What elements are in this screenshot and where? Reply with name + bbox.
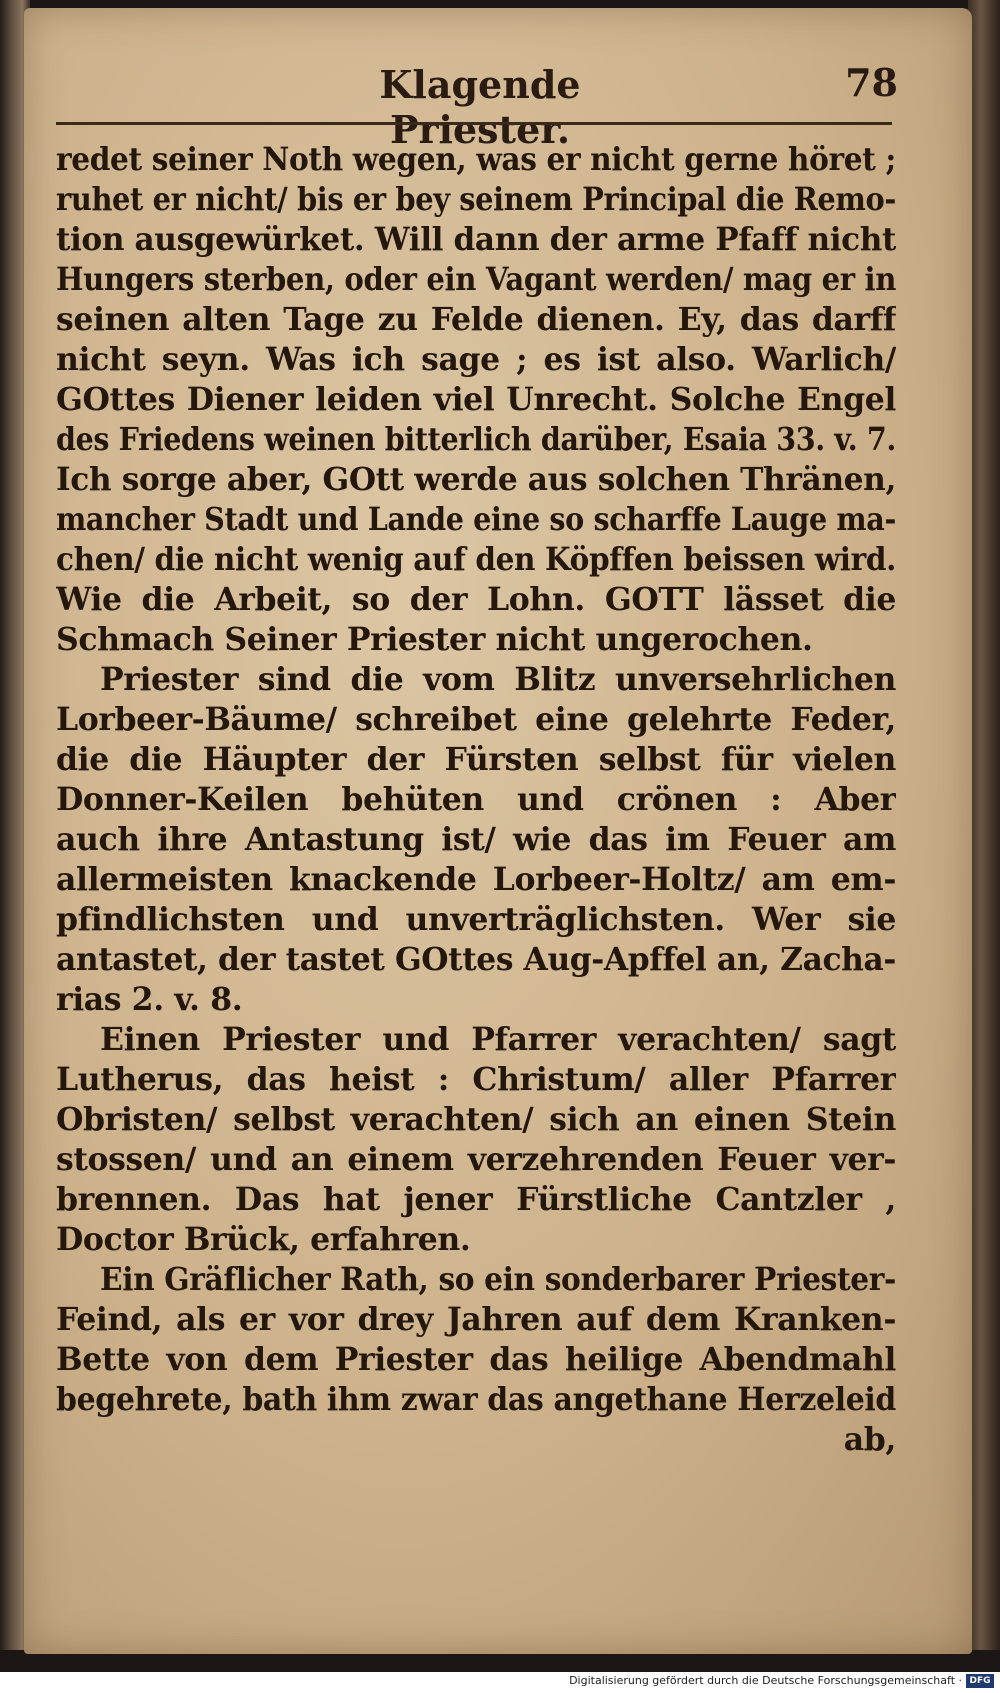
text-line: Schmach Seiner Priester nicht ungerochen. — [56, 621, 813, 658]
text-line: seinen alten Tage zu Felde dienen. Ey, das darff — [56, 301, 896, 338]
right-page-edge — [968, 0, 1000, 1650]
text-line: stossen/ und an einem verzehrenden Feuer ver- — [56, 1141, 896, 1178]
header-rule — [56, 122, 892, 125]
text-line: Ich sorge aber, GOtt werde aus solchen Thränen, — [56, 461, 896, 498]
running-head: Klagende Priester. — [379, 62, 581, 152]
body-text — [56, 140, 896, 1460]
text-line: Lutherus, das heist : Christum/ aller Pfarrer — [56, 1061, 896, 1098]
dfg-logo: DFG — [966, 1674, 994, 1688]
funding-credit: Digitalisierung gefördert durch die Deutsche Forschungsgemeinschaft · — [569, 1674, 962, 1687]
text-line: Doctor Brück, erfahren. — [56, 1221, 471, 1258]
text-line: Hungers sterben, oder ein Vagant werden/ mag er in — [56, 261, 896, 298]
page-number: 78 — [845, 60, 898, 105]
text-line: Obristen/ selbst verachten/ sich an einen Stein — [56, 1101, 896, 1138]
text-line: auch ihre Antastung ist/ wie das im Feuer am — [56, 821, 896, 858]
text-line: chen/ die nicht wenig auf den Köpffen beissen wird. — [56, 541, 896, 578]
text-line: mancher Stadt und Lande eine so scharffe Lauge ma- — [56, 501, 896, 538]
text-line: antastet, der tastet GOttes Aug-Apffel an, Zacha- — [56, 941, 896, 978]
text-line: Einen Priester und Pfarrer verachten/ sagt — [100, 1021, 896, 1058]
text-line: die die Häupter der Fürsten selbst für vielen — [56, 741, 896, 778]
text-line: des Friedens weinen bitterlich darüber, Esaia 33. v. 7. — [56, 421, 896, 458]
text-line: Lorbeer-Bäume/ schreibet eine gelehrte Feder, — [56, 701, 896, 738]
text-line: redet seiner Noth wegen, was er nicht gerne höret ; — [56, 141, 896, 178]
text-line: pfindlichsten und unverträglichsten. Wer sie — [56, 901, 896, 938]
text-line: rias 2. v. 8. — [56, 981, 243, 1018]
text-line: begehrete, bath ihm zwar das angethane Herzeleid — [56, 1381, 896, 1418]
text-line: ruhet er nicht/ bis er bey seinem Principal die Remo- — [56, 181, 896, 218]
text-line: Wie die Arbeit, so der Lohn. GOTT lässet die — [56, 581, 896, 618]
text-line: Priester sind die vom Blitz unversehrlichen — [100, 661, 896, 698]
text-line: ab, — [843, 1421, 896, 1458]
text-line: Donner-Keilen behüten und crönen : Aber — [56, 781, 896, 818]
text-line: Bette von dem Priester das heilige Abendmahl — [56, 1341, 896, 1378]
text-line: nicht seyn. Was ich sage ; es ist also. Warlich/ — [56, 341, 896, 378]
text-line: Ein Gräflicher Rath, so ein sonderbarer Priester- — [100, 1261, 896, 1298]
text-line: allermeisten knackende Lorbeer-Holtz/ am em- — [56, 861, 896, 898]
text-line: tion ausgewürket. Will dann der arme Pfaff nicht — [56, 221, 896, 258]
text-line: brennen. Das hat jener Fürstliche Cantzler , — [56, 1181, 896, 1218]
text-line: GOttes Diener leiden viel Unrecht. Solche Engel — [56, 381, 896, 418]
text-line: Feind, als er vor drey Jahren auf dem Kranken- — [56, 1301, 896, 1338]
